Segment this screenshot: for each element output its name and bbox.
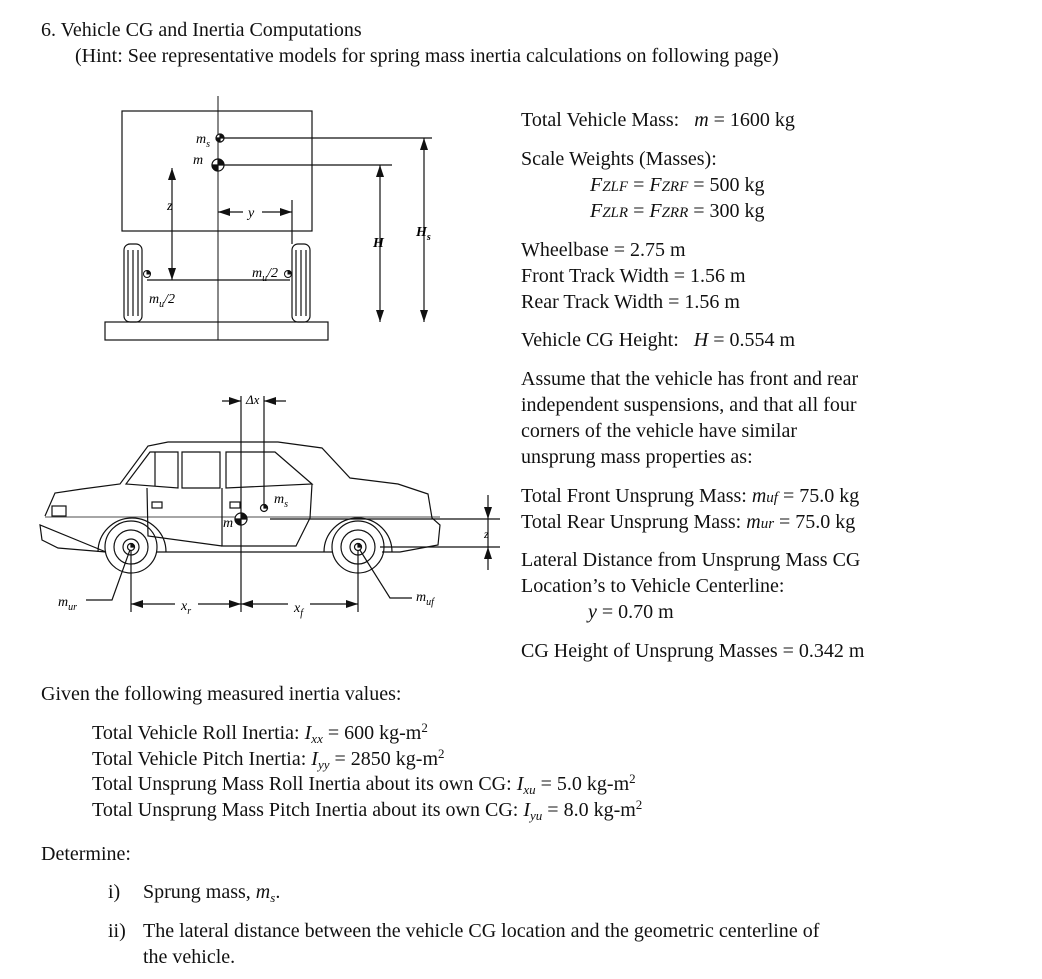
assume-line-3: corners of the vehicle have similar xyxy=(521,420,797,442)
label-mu-half-left: $m_u/2$ xyxy=(149,292,176,310)
label-H: H xyxy=(373,236,384,251)
front-scale-weights: FZLF = FZRF = 500 kg xyxy=(590,174,765,196)
pitch-inertia: Total Vehicle Pitch Inertia: $I_{yy} = 2850$ $kg-m^2$ xyxy=(92,746,445,772)
rear-unsprung-mass: Total Rear Unsprung Mass: mur = 75.0 kg xyxy=(521,511,856,533)
label-mu-half-right: $m_u/2$ xyxy=(252,266,279,284)
car-body xyxy=(40,442,440,552)
determine-item-1-num: i) xyxy=(108,881,121,903)
label-mur: $m_{ur}$ xyxy=(58,595,78,613)
label-z: z xyxy=(167,199,173,214)
label-muf: $m_{uf}$ xyxy=(416,590,434,608)
label-xf: $x_f$ xyxy=(294,601,303,619)
determine-item-2-num: ii) xyxy=(108,920,126,942)
determine-item-1: Sprung mass, $m_s$. xyxy=(143,881,281,905)
problem-hint: (Hint: See representative models for spring mass inertia calculations on following page) xyxy=(75,45,779,67)
roll-inertia: Total Vehicle Roll Inertia: $I_{xx} = 600$ $kg-m^2$ xyxy=(92,720,428,746)
rear-track: Rear Track Width = 1.56 m xyxy=(521,291,740,313)
y-value: y = 0.70 m xyxy=(588,601,674,623)
label-xr: $x_r$ xyxy=(181,599,192,617)
lateral-line-1: Lateral Distance from Unsprung Mass CG xyxy=(521,549,861,571)
label-delta-x: Δx xyxy=(246,392,260,407)
determine-item-2-line-2: the vehicle. xyxy=(143,946,236,968)
label-side-z: z xyxy=(484,527,489,541)
determine-label: Determine: xyxy=(41,843,131,865)
unsprung-pitch-inertia: Total Unsprung Mass Pitch Inertia about its own CG: $I_{yu} = 8.0$ $kg-m^2$ xyxy=(92,797,643,823)
assume-line-1: Assume that the vehicle has front and rear xyxy=(521,368,859,390)
front-unsprung-mass: Total Front Unsprung Mass: muf = 75.0 kg xyxy=(521,485,860,507)
wheelbase: Wheelbase = 2.75 m xyxy=(521,239,686,261)
label-side-m: m xyxy=(223,516,234,531)
label-side-ms: $m_s$ xyxy=(274,492,289,510)
assume-line-2: independent suspensions, and that all four xyxy=(521,394,857,416)
determine-item-2-line-1: The lateral distance between the vehicle CG location and the geometric centerline of xyxy=(143,920,820,942)
lateral-line-2: Location’s to Vehicle Centerline: xyxy=(521,575,785,597)
label-m: m xyxy=(193,153,204,168)
assume-line-4: unsprung mass properties as: xyxy=(521,446,753,468)
cg-height: Vehicle CG Height: H = 0.554 m xyxy=(521,329,796,351)
label-Hs: $H_s$ xyxy=(416,225,431,243)
label-y: y xyxy=(248,206,255,221)
front-track: Front Track Width = 1.56 m xyxy=(521,265,746,287)
total-mass: Total Vehicle Mass: m = 1600 kg xyxy=(521,109,795,131)
unsprung-roll-inertia: Total Unsprung Mass Roll Inertia about its own CG: $I_{xu} = 5.0$ $kg-m^2$ xyxy=(92,771,636,797)
rear-scale-weights: FZLR = FZRR = 300 kg xyxy=(590,200,765,222)
label-ms: $m_s$ xyxy=(196,132,211,150)
unsprung-cg-height: CG Height of Unsprung Masses = 0.342 m xyxy=(521,640,865,662)
scale-weights-label: Scale Weights (Masses): xyxy=(521,148,717,170)
inertia-intro: Given the following measured inertia values: xyxy=(41,683,402,705)
problem-title: 6. Vehicle CG and Inertia Computations xyxy=(41,19,362,41)
